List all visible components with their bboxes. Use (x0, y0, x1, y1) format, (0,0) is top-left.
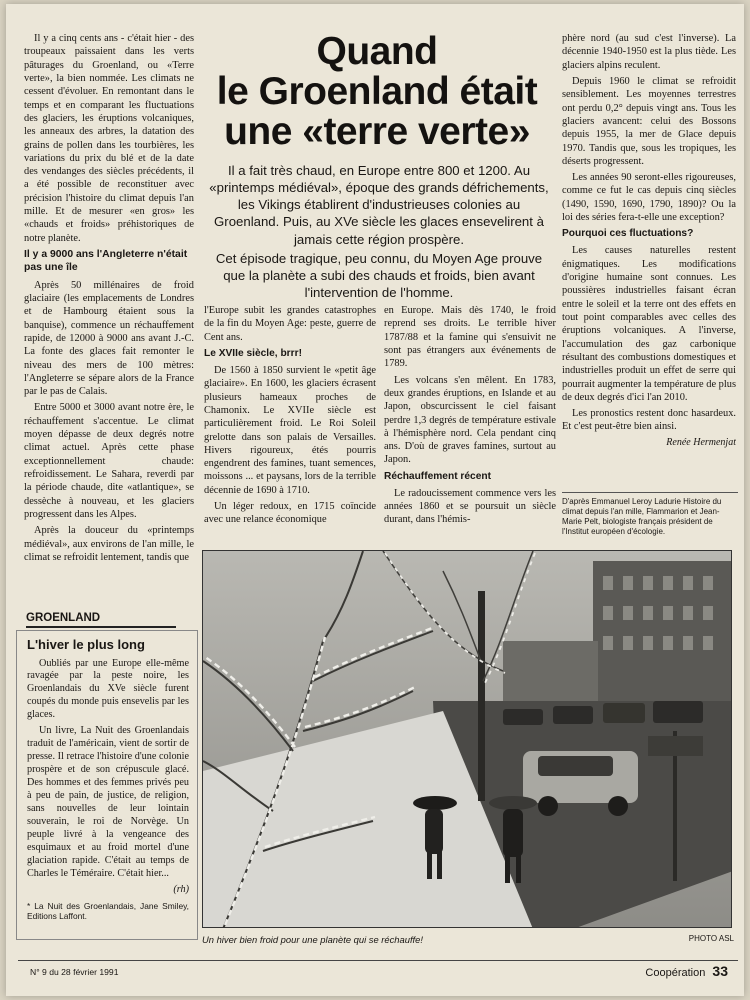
paragraph: Les volcans s'en mêlent. En 1783, deux grandes éruptions, en Islande et au Japon, obscurcissent le ciel faisant perdre 1,3 degrés de température estivale à l'hémisphère nord. Cela pendant cinq ans. D'où de graves famines, surtout au Japon. (384, 374, 556, 466)
issue-date: N° 9 du 28 février 1991 (30, 967, 119, 977)
title-line: une «terre verte» (224, 109, 530, 153)
photo-caption: Un hiver bien froid pour une planète qui se réchauffe! (202, 934, 423, 945)
magazine-name (645, 963, 728, 979)
lead-paragraph: Il a fait très chaud, en Europe entre 800 et 1200. Au «printemps médiéval», époque des grands défrichements, les Vikings établirent d'industrieuses colonies au Groenland. Puis, au XVe siècle les glaces ensevelirent à jamais cette région prospère. (209, 163, 549, 247)
paragraph: Entre 5000 et 3000 avant notre ère, le réchauffement s'accentue. Le climat moyen dépasse de deux degrés notre climat actuel. Après cette phase exceptionnellement chaude: refroidissement. Le Sahara, reverdi par la période chaude, dite «atlantique», se dessèche à nouveau, et les glaciers progressent dans les Alpes. (24, 402, 194, 520)
lead-paragraph: Cet épisode tragique, peu connu, du Moyen Age prouve que la planète a subi des chauds et froids, bien avant l'intervention de l'homme. (215, 250, 543, 301)
paragraph: Depuis 1960 le climat se refroidit sensiblement. Les moyennes terrestres ont perdu 0,2° depuis vingt ans. Tous les glaciers avancent: celui des Bossons depuis 1955, la mer de Glace depuis 1970. Tandis que, sous les tropiques, les déserts progressent. (562, 75, 736, 167)
paragraph: Le radoucissement commence vers les années 1860 et se poursuit un siècle durant, dans l'hémis- (384, 487, 556, 526)
subheading-17th-century: Le XVIIe siècle, brrr! (204, 347, 302, 359)
article-title (202, 32, 552, 151)
title-line: le Groenland était (216, 69, 538, 113)
sidebar-title: L'hiver le plus long (27, 637, 145, 652)
sidebar-label: GROENLAND (26, 612, 176, 628)
subheading-england: Il y a 9000 ans l'Angleterre n'était pas une île (24, 249, 188, 274)
paragraph: phère nord (au sud c'est l'inverse). La décennie 1940-1950 est la plus tiède. Les glaciers alpins reculent. (562, 33, 736, 71)
magazine-title: Coopération (645, 967, 706, 979)
page-footer (18, 960, 738, 982)
photo-illustration (203, 551, 732, 928)
article-column-4 (562, 32, 736, 487)
subheading-recent-warming: Réchauffement récent (384, 470, 491, 482)
page-number: 33 (712, 963, 728, 979)
paragraph: en Europe. Mais dès 1740, le froid reprend ses droits. Le terrible hiver 1787/88 et la famine qui s'ensuivit ne sont pas étrangers aux événements de 1789. (384, 305, 556, 370)
sidebar-box (16, 630, 198, 940)
title-line: Quand (316, 30, 438, 73)
author-signature: Renée Hermenjat (666, 436, 736, 448)
sidebar-paragraph: Oubliés par une Europe elle-même ravagée par la peste noire, les Groenlandais du XVe siècle furent coupés du monde puis ensevelis par les glaces. (27, 657, 189, 721)
intro-paragraph: Il y a cinq cents ans - c'était hier - des troupeaux paissaient dans les verts pâturages du Groenland, ou «Terre verte», la bien nommée. Les climats ne cessent d'évoluer. En remontant dans le temps et en comparant les fluctuations des glaciers, les éruptions volcaniques, les anneaux des arbres, la datation des grains de pollen dans les tourbières, les variations du prix du blé et de la date des vendanges des siècles précédents, il a été possible de reconstituer avec précision l'histoire du climat depuis l'an mille. Et de mesurer «en gros» les «chauds et froids» préhistoriques de notre planète. (24, 33, 194, 244)
sidebar-paragraph: Un livre, La Nuit des Groenlandais traduit de l'américain, vient de sortir de presse. Il retrace l'histoire d'une colonie prospère et de son crépuscule glacé. Des hommes et des femmes privés peu à peu de pain, de justice, de religion, sans nouvelles de leur lointain souverain, le roi de Norvège. Un peuple livré à la vengeance des esquimaux et au froid mortel d'une glaciation rapide. C'était au temps de Charles le Téméraire. C'était hier... (27, 725, 189, 879)
article-column-1 (24, 32, 194, 600)
paragraph: Les causes naturelles restent énigmatiques. Les modifications d'origine humaine sont connues. Les poussières industrielles faisant écran entre le soleil et la terre ont des effets en tout point comparables avec celles des éruptions volcaniques. A l'inverse, l'accumulation des gaz carbonique résultant des combustions domestiques et industrielles produit un effet de serre qui pourrait augmenter la température de plus de deux degrés d'ici l'an 2010. (562, 245, 736, 403)
paragraph: l'Europe subit les grandes catastrophes de la fin du Moyen Age: peste, guerre de Cent ans. (204, 305, 376, 343)
snowy-street-photo (202, 550, 732, 928)
sidebar-initials: (rh) (173, 883, 189, 895)
paragraph: Après 50 millénaires de froid glaciaire (les emplacements de Londres et de Hambourg étaient sous la banquise), commence un réchauffement rapide, de 12000 à 9000 ans avant J.-C. La fonte des glaces fait remonter le niveau des mers de 100 mètres: l'Angleterre se sépare alors de la France par le pas de Calais. (24, 279, 194, 398)
article-column-3 (384, 304, 556, 544)
source-credit: D'après Emmanuel Leroy Ladurie Histoire du climat depuis l'an mille, Flammarion et Jean-Marie Pelt, biologiste français président de l'Institut européen d'écologie. (562, 492, 738, 537)
newspaper-page (6, 4, 744, 996)
photo-credit: PHOTO ASL (688, 934, 734, 943)
paragraph: Les pronostics restent donc hasardeux. Et c'est peut-être bien ainsi. (562, 408, 736, 433)
paragraph: De 1560 à 1850 survient le «petit âge glaciaire». En 1600, les glaciers écrasent plusieurs hameaux proches de Chamonix. Le XVIIe siècle est particulièrement froid. Le Roi Soleil grelotte dans son palais de Versailles. Hivers rigoureux, étés pourris engendrent des famines, tuant semences, moissons ... et paysans, lors de la terrible décennie de 1690 à 1710. (204, 364, 376, 496)
paragraph: Un léger redoux, en 1715 coïncide avec une relance économique (204, 501, 376, 526)
subheading-fluctuations: Pourquoi ces fluctuations? (562, 228, 694, 240)
paragraph: Les années 90 seront-elles rigoureuses, comme ce fut le cas depuis cinq siècles (1490, 1590, 1690, 1790, 1890)? Ou la loi des séries fera-t-elle une exception? (562, 172, 736, 224)
article-lead (204, 162, 554, 301)
sidebar-book-note: * La Nuit des Groenlandais, Jane Smiley, Editions Laffont. (27, 900, 189, 922)
paragraph: Après la douceur du «printemps médiéval», aux environs de l'an mille, le climat se refroidit lentement, tandis que (24, 525, 194, 563)
article-column-2 (204, 304, 376, 544)
